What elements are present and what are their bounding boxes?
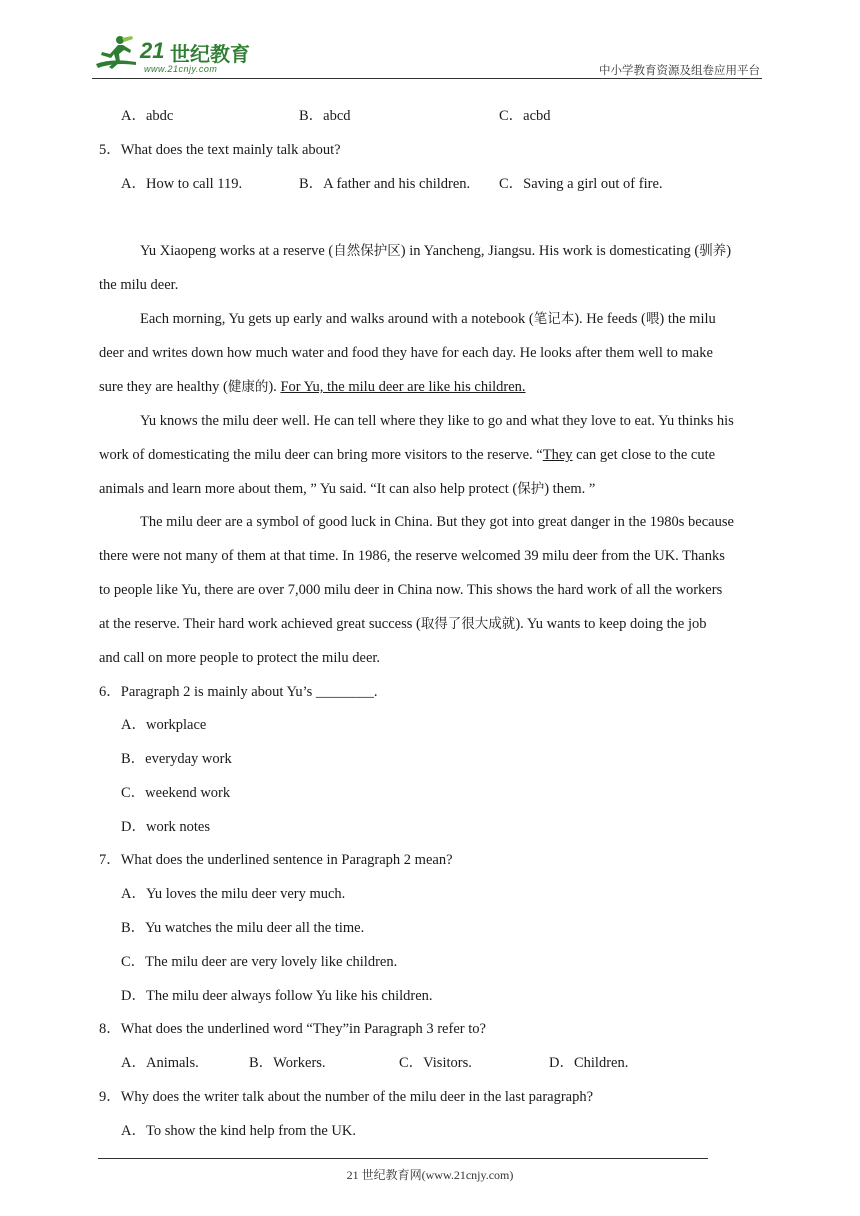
passage-p4-line5: and call on more people to protect the milu deer.: [99, 650, 381, 666]
q5-option-b: B．A father and his children.: [299, 176, 471, 192]
q6-option-c: C．weekend work: [121, 785, 231, 801]
passage-p4-line3: to people like Yu, there are over 7,000 milu deer in China now. This shows the hard work of all the workers: [99, 582, 723, 598]
q4-option-a: A．abdc: [121, 108, 174, 124]
passage-p3-line3: animals and learn more about them, ” Yu said. “It can also help protect (保护) them. ”: [99, 481, 596, 497]
site-tagline: 中小学教育资源及组卷应用平台: [599, 63, 760, 77]
passage-p4-line4: at the reserve. Their hard work achieved great success (取得了很大成就). Yu wants to keep doing the job: [99, 616, 707, 632]
q6-option-b: B．everyday work: [121, 751, 232, 767]
passage-p1-line1: Yu Xiaopeng works at a reserve (自然保护区) in Yancheng, Jiangsu. His work is domesticating (驯养): [140, 243, 732, 259]
q7-option-d: D．The milu deer always follow Yu like his children.: [121, 988, 433, 1004]
passage-p3-line1: Yu knows the milu deer well. He can tell where they like to go and what they love to eat. Yu thinks his: [140, 413, 734, 429]
q8-option-c: C．Visitors.: [399, 1055, 472, 1071]
q9-stem: 9．Why does the writer talk about the number of the milu deer in the last paragraph?: [99, 1089, 594, 1105]
footer-text: 21 世纪教育网(www.21cnjy.com): [346, 1168, 514, 1182]
q5-option-a: A．How to call 119.: [121, 176, 243, 192]
footer-divider: [98, 1158, 708, 1159]
q7-stem: 7．What does the underlined sentence in Paragraph 2 mean?: [99, 852, 453, 868]
q5-option-c: C．Saving a girl out of fire.: [499, 176, 663, 192]
q6-stem: 6．Paragraph 2 is mainly about Yu’s ________.: [99, 684, 378, 700]
q9-option-a: A．To show the kind help from the UK.: [121, 1123, 356, 1139]
q8-option-b: B．Workers.: [249, 1055, 326, 1071]
q7-option-b: B．Yu watches the milu deer all the time.: [121, 920, 365, 936]
page-header: [92, 30, 760, 80]
passage-p2-line2: deer and writes down how much water and food they have for each day. He looks after them well to make: [99, 345, 713, 361]
passage-p1-line2: the milu deer.: [99, 277, 179, 293]
passage-p4-line2: there were not many of them at that time. In 1986, the reserve welcomed 39 milu deer from the UK. Thanks: [99, 548, 725, 564]
passage-p2-line1: Each morning, Yu gets up early and walks around with a notebook (笔记本). He feeds (喂) the milu: [140, 311, 716, 327]
q4-option-b: B．abcd: [299, 108, 351, 124]
q8-option-a: A．Animals.: [121, 1055, 199, 1071]
runner-logo-icon: [92, 34, 138, 74]
q5-stem: 5．What does the text mainly talk about?: [99, 142, 341, 158]
underlined-word: They: [542, 447, 573, 463]
header-divider: [92, 78, 762, 79]
q4-option-c: C．acbd: [499, 108, 551, 124]
logo-number: 21: [140, 38, 165, 63]
underlined-sentence: For Yu, the milu deer are like his children.: [280, 379, 526, 395]
q8-stem: 8．What does the underlined word “They”in Paragraph 3 refer to?: [99, 1021, 486, 1037]
logo-url: www.21cnjy.com: [144, 64, 218, 74]
passage-p2-line3: sure they are healthy (健康的). For Yu, the milu deer are like his children.: [99, 379, 526, 395]
q7-option-a: A．Yu loves the milu deer very much.: [121, 886, 346, 902]
q7-option-c: C．The milu deer are very lovely like children.: [121, 954, 398, 970]
site-logo: [92, 30, 262, 78]
passage-p3-line2: work of domesticating the milu deer can bring more visitors to the reserve. “They can get close to the cute: [99, 447, 716, 463]
q6-option-a: A．workplace: [121, 717, 207, 733]
passage-p4-line1: The milu deer are a symbol of good luck in China. But they got into great danger in the 1980s because: [140, 514, 734, 530]
q8-option-d: D．Children.: [549, 1055, 629, 1071]
logo-name: 世纪教育: [170, 42, 250, 66]
q6-option-d: D．work notes: [121, 819, 211, 835]
